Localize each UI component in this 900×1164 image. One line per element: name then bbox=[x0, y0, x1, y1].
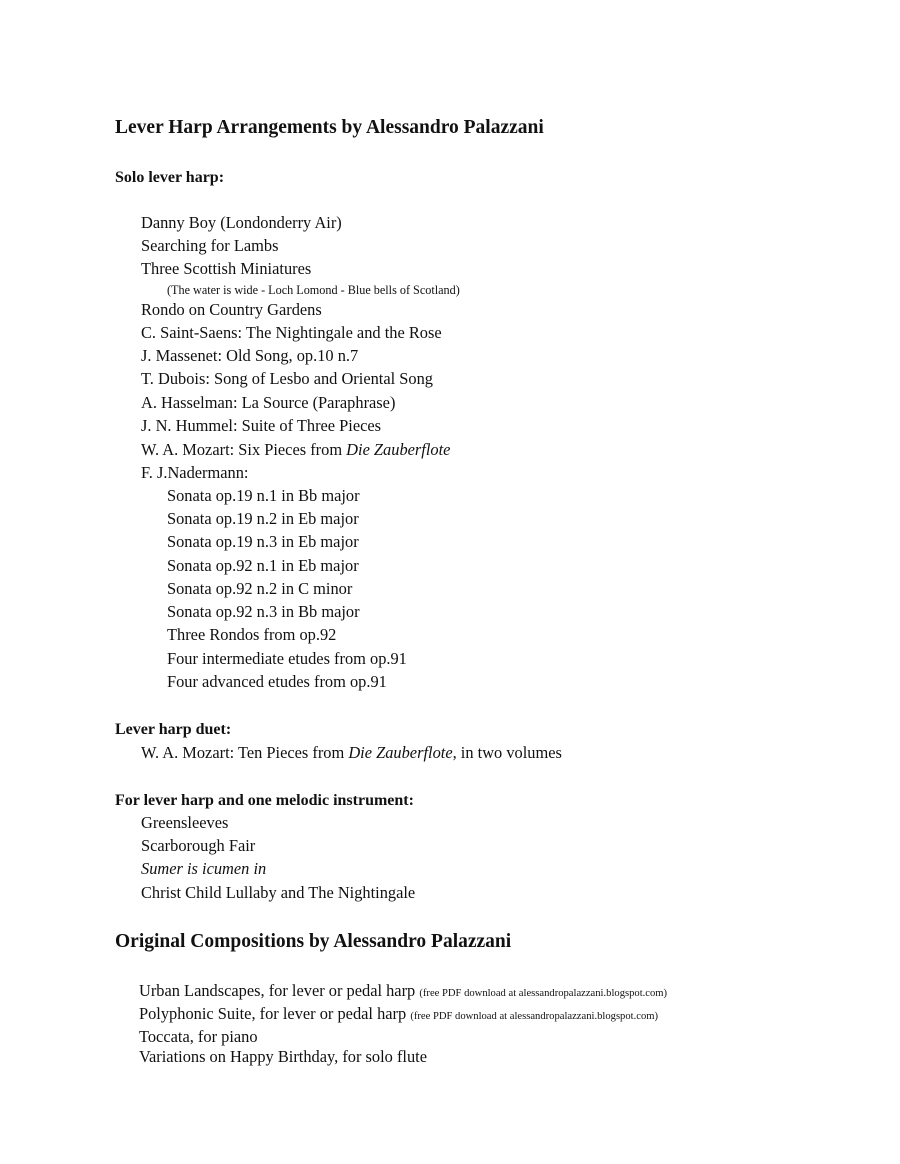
duet-suffix: , in two volumes bbox=[452, 743, 562, 762]
mozart-work-title: Die Zauberflote bbox=[346, 440, 451, 459]
duet-prefix: W. A. Mozart: Ten Pieces from bbox=[141, 743, 349, 762]
composition-item bbox=[139, 1004, 658, 1027]
sub-list-item: Sonata op.92 n.3 in Bb major bbox=[167, 602, 360, 621]
list-item: Three Scottish Miniatures bbox=[141, 259, 312, 278]
sub-list-item: Sonata op.19 n.2 in Eb major bbox=[167, 509, 359, 528]
list-item-duet bbox=[141, 743, 562, 763]
composition-title: Toccata, for piano bbox=[139, 1027, 258, 1046]
sub-list-item: Three Rondos from op.92 bbox=[167, 625, 337, 644]
page-title: Lever Harp Arrangements by Alessandro Palazzani bbox=[115, 117, 544, 138]
list-item-note: (The water is wide - Loch Lomond - Blue bells of Scotland) bbox=[167, 283, 460, 297]
sub-list-item: Sonata op.92 n.2 in C minor bbox=[167, 579, 353, 598]
section-heading-solo: Solo lever harp: bbox=[115, 169, 225, 186]
section-heading-duet: Lever harp duet: bbox=[115, 721, 232, 738]
sub-list-item: Four intermediate etudes from op.91 bbox=[167, 649, 407, 668]
composition-title: Variations on Happy Birthday, for solo flute bbox=[139, 1047, 427, 1066]
download-note: (free PDF download at alessandropalazzani.blogspot.com) bbox=[419, 988, 668, 999]
list-item: Scarborough Fair bbox=[141, 836, 256, 855]
list-item: Greensleeves bbox=[141, 813, 229, 832]
download-note: (free PDF download at alessandropalazzani.blogspot.com) bbox=[410, 1011, 659, 1022]
sub-list-item: Sonata op.19 n.1 in Bb major bbox=[167, 486, 360, 505]
composition-item bbox=[139, 981, 667, 1004]
list-item: Christ Child Lullaby and The Nightingale bbox=[141, 883, 416, 902]
duet-work-title: Die Zauberflote bbox=[348, 743, 453, 762]
sub-list-item: Four advanced etudes from op.91 bbox=[167, 672, 387, 691]
list-item-nadermann: F. J.Nadermann: bbox=[141, 463, 249, 482]
list-item: J. N. Hummel: Suite of Three Pieces bbox=[141, 416, 382, 435]
section-heading-original: Original Compositions by Alessandro Palazzani bbox=[115, 931, 512, 952]
list-item: Rondo on Country Gardens bbox=[141, 300, 322, 319]
list-item: Danny Boy (Londonderry Air) bbox=[141, 213, 342, 232]
composition-item bbox=[139, 1027, 258, 1047]
composition-title: Polyphonic Suite, for lever or pedal harp bbox=[139, 1004, 407, 1023]
section-heading-melodic: For lever harp and one melodic instrument: bbox=[115, 792, 414, 809]
sub-list-item: Sonata op.19 n.3 in Eb major bbox=[167, 532, 359, 551]
mozart-prefix: W. A. Mozart: Six Pieces from bbox=[141, 440, 347, 459]
list-item-mozart bbox=[141, 440, 450, 460]
list-item bbox=[141, 859, 266, 879]
list-item: Searching for Lambs bbox=[141, 236, 279, 255]
composition-item bbox=[139, 1047, 427, 1067]
list-item: J. Massenet: Old Song, op.10 n.7 bbox=[141, 346, 359, 365]
list-item: C. Saint-Saens: The Nightingale and the Rose bbox=[141, 323, 442, 342]
sub-list-item: Sonata op.92 n.1 in Eb major bbox=[167, 556, 359, 575]
list-item: T. Dubois: Song of Lesbo and Oriental Song bbox=[141, 369, 433, 388]
list-item-italic-title: Sumer is icumen in bbox=[141, 859, 267, 878]
list-item: A. Hasselman: La Source (Paraphrase) bbox=[141, 393, 396, 412]
composition-title: Urban Landscapes, for lever or pedal harp bbox=[139, 981, 416, 1000]
